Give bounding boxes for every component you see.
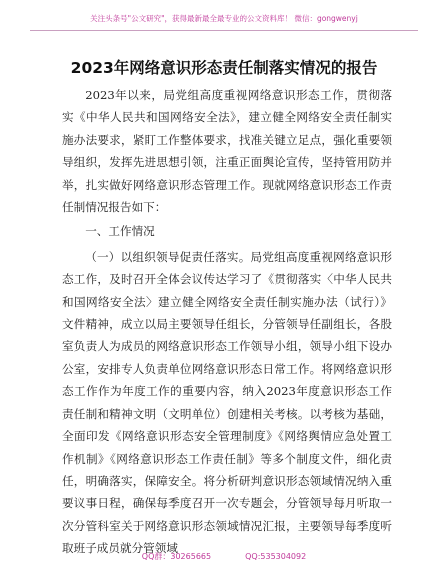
intro-paragraph: 2023年以来，局党组高度重视网络意识形态工作，贯彻落实《中华人民共和国网络安全法》，建立健全网络安全责任制实施办法要求，紧盯工作整体要求，找准关键立足点，强化重要领导组织，发挥先进思想引领，注重正面舆论宣传，坚持管用防并举，扎实做好网络意识形态管理工作。现就网络意识形态工作责任制情况报告如下：	[62, 88, 392, 215]
footer-contact	[0, 551, 448, 562]
footer-qq-group: QQ群：30265665	[141, 552, 212, 561]
document-title: 2023年网络意识形态责任制落实情况的报告	[70, 59, 378, 77]
banner-divider	[30, 30, 418, 31]
section-heading: 一、工作情况	[85, 224, 155, 239]
top-banner: 关注头条号"公文研究"，获得最新最全最专业的公文资料库！ 微信：gongwenyj	[90, 14, 358, 23]
body-paragraph: （一）以组织领导促责任落实。局党组高度重视网络意识形态工作，及时召开全体会议传达学习了《贯彻落实〈中华人民共和国网络安全法〉建立健全网络安全责任制实施办法（试行）》文件精神，成立以局主要领导任组长，分管领导任副组长，各股室负责人为成员的网络意识形态工作领导小组，领导小组下设办公室，安排专人负责单位网络意识形态日常工作。将网络意识形态工作作为年度工作的重要内容，纳入2023年度意识形态工作责任制和精神文明（文明单位）创建相关考核。以考核为基础，全面印发《网络意识形态安全管理制度》《网络舆情应急处置工作机制》《网络意识形态工作责任制》等多个制度文件，细化责任，明确落实，保障安全。将分析研判意识形态领域情况纳入重要议事日程，确保每季度召开一次专题会，分管领导每月听取一次分管科室关于网络意识形态领域情况汇报，主要领导每季度听取班子成员就分管领域	[62, 249, 392, 556]
footer-qq-number: QQ:535304092	[245, 552, 307, 561]
document-body	[62, 84, 392, 560]
